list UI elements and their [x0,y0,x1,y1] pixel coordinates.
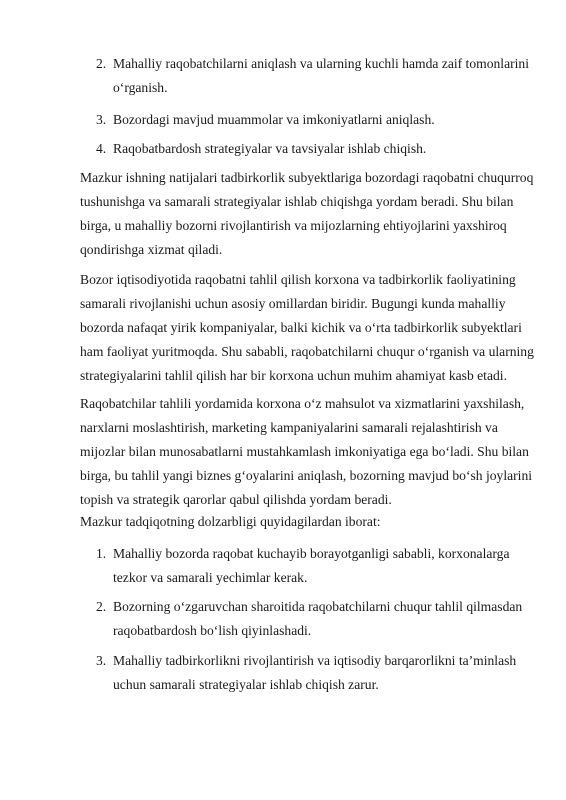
paragraph: Mazkur ishning natijalari tadbirkorlik subyektlariga bozordagi raqobatni chuqurroq tushunishga va samarali strategiyalar ishlab chiqishga yordam beradi. Shu bilan birga, u mahalliy bozorni rivojlantirish va mijozlarning ehtiyojlarini yaxshiroq qondirishga xizmat qiladi. [80,170,534,257]
paragraph: Mazkur tadqiqotning dolzarbligi quyidagilardan iborat: [80,514,381,529]
list-number: 4. [96,141,107,156]
paragraph: Raqobatchilar tahlili yordamida korxona o‘z mahsulot va xizmatlarini yaxshilash, narxlarni moslashtirish, marketing kampaniyalarini samarali rejalashtirish va mijozlar bilan munosabatlarni mustahkamlash imkoniyatiga ega bo‘ladi. Shu bilan birga, bu tahlil yangi biznes g‘oyalarini aniqlash, bozorning mavjud bo‘sh joylarini topish va strategik qarorlar qabul qilishda yordam beradi. [80,396,533,507]
list-text: Raqobatbardosh strategiyalar va tavsiyalar ishlab chiqish. [113,141,427,156]
list-text: Mahalliy tadbirkorlikni rivojlantirish va iqtisodiy barqarorlikni ta’minlash uchun samarali strategiyalar ishlab chiqish zarur. [113,653,517,692]
list-number: 3. [96,653,107,668]
list-number: 3. [96,112,107,127]
list-number: 1. [96,546,107,561]
paragraph: Bozor iqtisodiyotida raqobatni tahlil qilish korxona va tadbirkorlik faoliyatining samarali rivojlanishi uchun asosiy omillardan biridir. Bugungi kunda mahalliy bozorda nafaqat yirik kompaniyalar, balki kichik va o‘rta tadbirkorlik subyektlari ham faoliyat yuritmoqda. Shu sababli, raqobatchilarni chuqur o‘rganish va ularning strategiyalarini tahlil qilish har bir korxona uchun muhim ahamiyat kasb etadi. [80,272,534,383]
list-number: 2. [96,56,107,71]
list-text: Mahalliy bozorda raqobat kuchayib borayotganligi sababli, korxonalarga tezkor va samarali yechimlar kerak. [113,546,510,585]
list-text: Mahalliy raqobatchilarni aniqlash va ularning kuchli hamda zaif tomonlarini o‘rganish. [113,56,529,95]
list-text: Bozorning o‘zgaruvchan sharoitida raqobatchilarni chuqur tahlil qilmasdan raqobatbardosh bo‘lish qiyinlashadi. [113,599,523,638]
list-number: 2. [96,599,107,614]
list-text: Bozordagi mavjud muammolar va imkoniyatlarni aniqlash. [113,112,435,127]
